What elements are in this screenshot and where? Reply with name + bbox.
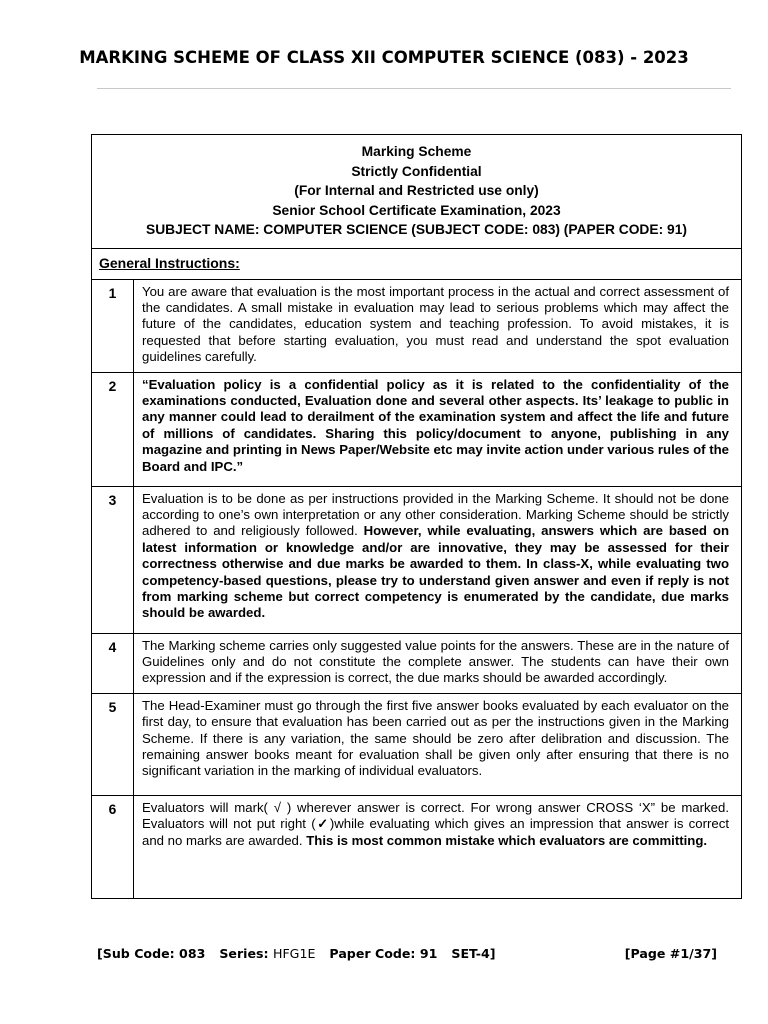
footer-codes <box>97 946 496 961</box>
subject-line: SUBJECT NAME: COMPUTER SCIENCE (SUBJECT CODE: 083) (PAPER CODE: 91) <box>146 222 687 237</box>
footer-sub-code: [Sub Code: 083 <box>97 946 206 961</box>
instruction-text <box>134 795 742 898</box>
footer-series-label: Series: <box>219 946 269 961</box>
instruction-text <box>134 279 742 372</box>
instruction-text-bold: “Evaluation policy is a confidential policy as it is related to the confidentiality of the examinations conducted, Evaluation done and several other aspects. Its’ leakage to public in any manner could lead to derailment of the examination system and affect the life and future of millions of candidates. Sharing this policy/document to anyone, publishing in any magazine and printing in News Paper/Website etc may invite action under various rules of the Board and IPC.” <box>142 376 729 474</box>
instruction-number: 2 <box>92 372 134 486</box>
instruction-row <box>92 693 742 795</box>
instruction-number: 4 <box>92 633 134 693</box>
instruction-row <box>92 795 742 898</box>
instructions-table <box>91 134 742 899</box>
header-line-1: Marking Scheme <box>361 144 472 159</box>
instruction-text-bold: However, while evaluating, answers which are based on latest information or knowledge and/or are innovative, they may be assessed for their correctness otherwise and due marks be awarded to them. In class-X, while evaluating two competency-based questions, please try to understand given answer and even if reply is not from marking scheme but correct competency is enumerated by the candidate, due marks should be awarded. <box>142 523 729 621</box>
header-line-2: Strictly Confidential <box>351 163 482 179</box>
instruction-text-plain: Evaluation is to be done as per instructions provided in the Marking Scheme. It should not be done according to one’s own interpretation or any other consideration. Marking Scheme should be strictly adhered to and religiously followed. <box>142 490 729 539</box>
title-divider <box>97 88 731 89</box>
instruction-row <box>92 486 742 633</box>
instruction-number: 5 <box>92 693 134 795</box>
general-instructions-cell <box>92 248 742 279</box>
instruction-number: 1 <box>92 279 134 372</box>
instruction-text-bold: This is most common mistake which evaluators are committing. <box>306 832 708 848</box>
header-block <box>92 135 742 249</box>
instruction-text-plain: You are aware that evaluation is the most important process in the actual and correct assessment of the candidates. A small mistake in evaluation may lead to serious problems which may affect the future of the candidates, education system and teaching profession. To avoid mistakes, it is requested that before starting evaluation, you must read and understand the spot evaluation guidelines carefully. <box>142 283 729 365</box>
instruction-number: 3 <box>92 486 134 633</box>
header-row <box>92 135 742 249</box>
instruction-row <box>92 633 742 693</box>
instruction-text-plain: The Head-Examiner must go through the first five answer books evaluated by each evaluator on the first day, to ensure that evaluation has been carried out as per the instructions given in the Marking Scheme. If there is any variation, the same should be zero after delibration and discussion. The remaining answer books meant for evaluation shall be given only after ensuring that there is no significant variation in the marking of individual evaluators. <box>142 697 729 779</box>
instruction-row <box>92 372 742 486</box>
tick-mark-icon: ✓ <box>315 816 330 832</box>
page-title: MARKING SCHEME OF CLASS XII COMPUTER SCIENCE (083) - 2023 <box>79 48 689 67</box>
instruction-text <box>134 633 742 693</box>
header-line-3: (For Internal and Restricted use only) <box>294 183 539 198</box>
instruction-text-plain: The Marking scheme carries only suggested value points for the answers. These are in the nature of Guidelines only and do not constitute the complete answer. The students can have their own expression and if the expression is correct, the due marks should be awarded accordingly. <box>142 637 729 686</box>
footer-set: SET-4] <box>451 946 496 961</box>
instruction-text <box>134 372 742 486</box>
footer-page-number: [Page #1/37] <box>624 946 717 961</box>
instruction-number: 6 <box>92 795 134 898</box>
header-line-4: Senior School Certificate Examination, 2023 <box>272 202 561 218</box>
instruction-text-plain: Evaluators will mark( √ ) wherever answer is correct. For wrong answer CROSS ‘X” be marked. Evaluators will not put right ( <box>142 799 729 832</box>
footer-series-value: HFG1E <box>272 946 316 961</box>
instruction-text <box>134 693 742 795</box>
general-instructions-row <box>92 248 742 279</box>
instruction-text <box>134 486 742 633</box>
footer-paper-code: Paper Code: 91 <box>329 946 438 961</box>
general-instructions-heading: General Instructions: <box>99 254 240 271</box>
instruction-row <box>92 279 742 372</box>
instruction-text-plain: )while evaluating which gives an impression that answer is correct and no marks are awarded. <box>142 816 729 848</box>
